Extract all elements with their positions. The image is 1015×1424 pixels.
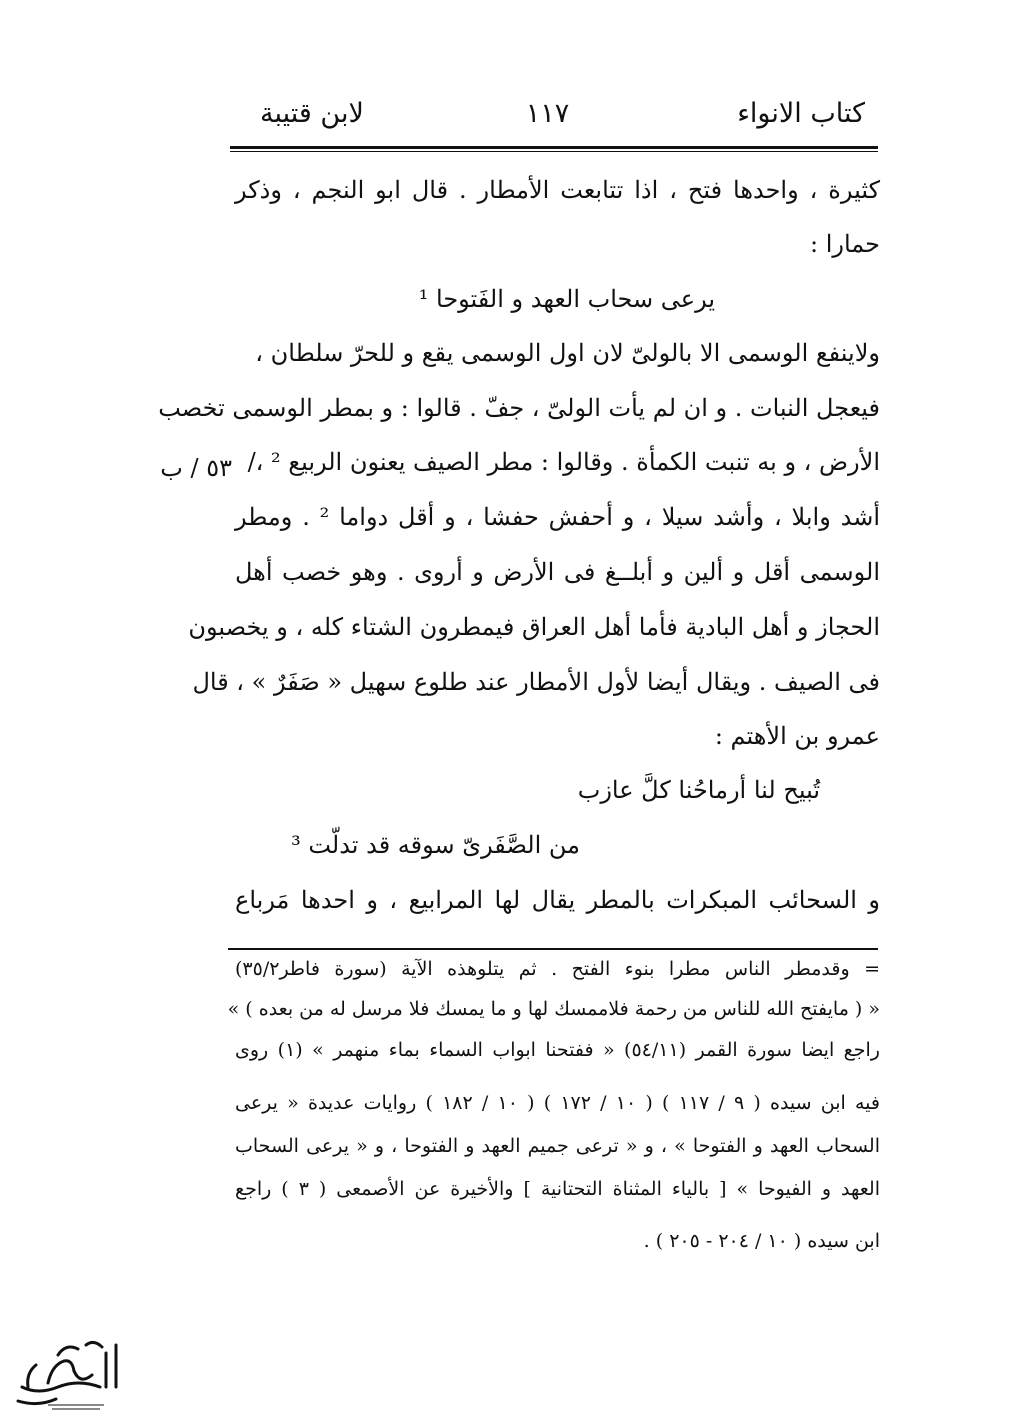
header-rule-thin xyxy=(230,151,878,152)
text-line-10: عمرو بن الأهتم : xyxy=(714,722,880,750)
library-stamp xyxy=(8,1325,128,1415)
folio-margin-note: ٥٣ / ب xyxy=(160,454,232,482)
footnote-rule xyxy=(228,948,878,950)
verse-line-3: من الصَّفَرىّ سوقه قد تدلّت ³ xyxy=(291,831,580,859)
footnote-line-5: السحاب العهد و الفتوحا » ، و « ترعى جميم العهد و الفتوحا ، و « يرعى السحاب xyxy=(235,1135,880,1157)
text-line-5: الأرض ، و به تنبت الكمأة . وقالوا : مطر الصيف يعنون الربيع ² ،/ xyxy=(247,448,880,476)
text-line-4: فيعجل النبات . و ان لم يأت الولىّ ، جفّ . قالوا : و بمطر الوسمى تخصب xyxy=(158,394,880,422)
text-line-8: الحجاز و أهل البادية فأما أهل العراق فيمطرون الشتاء كله ، و يخصبون xyxy=(188,613,880,641)
footnote-line-4: فيه ابن سيده ( ٩ / ١١٧ ) ( ١٠ / ١٧٢ ) ( ١٠ / ١٨٢ ) روايات عديدة « يرعى xyxy=(235,1092,880,1114)
text-line-11: و السحائب المبكرات بالمطر يقال لها المرابيع ، و احدها مَرباع xyxy=(235,886,880,914)
header-rule-thick xyxy=(230,146,878,149)
text-line-7: الوسمى أقل و ألين و أبلــغ فى الأرض و أروى . وهو خصب أهل xyxy=(235,558,880,586)
page-number: ١١٧ xyxy=(525,98,570,129)
verse-line-2: تُبيح لنا أرماحُنا كلَّ عازب xyxy=(577,776,820,804)
footnote-line-3: راجع ايضا سورة القمر (٥٤/١١) « ففتحنا ابواب السماء بماء منهمر » (١) روى xyxy=(235,1039,880,1061)
page-header xyxy=(230,94,865,138)
author-name: لابن قتيبة xyxy=(260,98,364,129)
footnote-line-1: = وقدمطر الناس مطرا بنوء الفتح . ثم يتلوهذه الآية (سورة فاطر٣٥/٢) xyxy=(235,958,880,980)
footnote-line-6: العهد و الفيوحا » [ بالياء المثناة التحتانية ] والأخيرة عن الأصمعى ( ٣ ) راجع xyxy=(235,1178,880,1200)
text-line-6: أشد وابلا ، وأشد سيلا ، و أحفش حفشا ، و أقل دواما ² . ومطر xyxy=(235,503,881,531)
text-line-3: ولاينفع الوسمى الا بالولىّ لان اول الوسمى يقع و للحرّ سلطان ، xyxy=(255,339,880,367)
book-title: كتاب الانواء xyxy=(737,98,865,129)
verse-line-1: يرعى سحاب العهد و الفَتوحا ¹ xyxy=(418,285,715,313)
footnote-line-2: « ( مايفتح الله للناس من رحمة فلاممسك لها و ما يمسك فلا مرسل له من بعده ) » xyxy=(227,998,880,1020)
text-line-2: حمارا : xyxy=(810,230,880,258)
text-line-1: كثيرة ، واحدها فتح ، اذا تتابعت الأمطار . قال ابو النجم ، وذكر xyxy=(235,176,880,204)
text-line-9: فى الصيف . ويقال أيضا لأول الأمطار عند طلوع سهيل « صَفَرٌ » ، قال xyxy=(192,668,880,696)
footnote-line-7: ابن سيده ( ١٠ / ٢٠٤ - ٢٠٥ ) . xyxy=(643,1230,880,1252)
